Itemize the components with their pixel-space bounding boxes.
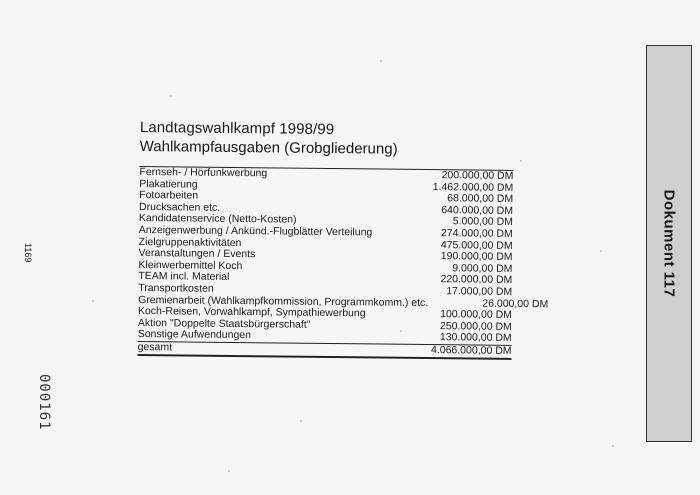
row-amount: 9.000,00 DM [452, 262, 513, 275]
row-label: Drucksachen etc. [139, 200, 221, 214]
row-amount: 26.000,00 DM [482, 297, 549, 310]
row-label: Fotoarbeiten [139, 189, 199, 202]
side-tab-label: Dokument 117 [660, 189, 678, 298]
row-amount: 1.462.000,00 DM [432, 180, 514, 194]
row-label: TEAM incl. Material [138, 270, 230, 284]
row-label: Aktion "Doppelte Staatsbürgerschaft" [137, 316, 311, 331]
scan-speck [300, 420, 302, 422]
row-amount: 640.000,00 DM [441, 203, 514, 217]
margin-page-number: 1169 [23, 243, 33, 263]
total-label: gesamt [137, 340, 173, 354]
row-label: Gremienarbeit (Wahlkampfkommission, Programmkomm.) etc. [138, 293, 429, 309]
row-amount: 68.000,00 DM [447, 192, 514, 206]
row-amount: 220.000,00 DM [440, 273, 513, 287]
row-label: Kandidatenservice (Netto-Kosten) [138, 212, 297, 227]
row-amount: 200.000,00 DM [441, 169, 514, 182]
scan-speck [92, 300, 94, 302]
row-label: Fernseh- / Hörfunkwerbung [139, 165, 268, 180]
row-amount: 130.000,00 DM [439, 331, 512, 345]
row-label: Koch-Reisen, Vorwahlkampf, Sympathiewerbung [137, 305, 366, 320]
row-label: Transportkosten [138, 281, 214, 295]
scan-speck [380, 60, 382, 62]
row-label: Kleinwerbemittel Koch [138, 258, 243, 272]
scan-speck [520, 160, 522, 162]
scan-speck [612, 445, 614, 447]
row-label: Plakatierung [139, 177, 198, 191]
row-label: Zielgruppenaktivitäten [138, 235, 242, 249]
row-label: Veranstaltungen / Events [138, 247, 256, 261]
document-subtitle: Wahlkampfausgaben (Grobgliederung) [139, 137, 398, 158]
row-amount: 190.000,00 DM [440, 250, 513, 264]
row-amount: 475.000,00 DM [440, 238, 513, 252]
row-amount: 17.000,00 DM [446, 285, 513, 298]
total-row [138, 341, 512, 360]
row-amount: 5.000,00 DM [452, 215, 513, 229]
row-amount: 250.000,00 DM [439, 319, 512, 333]
stamp-number: 000161 [36, 374, 52, 431]
scan-speck [170, 95, 172, 97]
row-label: Anzeigenwerbung / Ankünd.-Flugblätter Verteilung [138, 223, 373, 239]
scan-speck [600, 250, 602, 252]
document-title: Landtagswahlkampf 1998/99 [139, 118, 335, 139]
row-amount: 100.000,00 DM [440, 308, 513, 322]
row-amount: 274.000,00 DM [440, 227, 513, 240]
row-label: Sonstige Aufwendungen [137, 328, 252, 342]
document-side-tab [646, 45, 692, 442]
expense-table [137, 165, 549, 359]
expense-summary [137, 118, 549, 359]
total-amount: 4.066.000,00 DM [430, 343, 512, 357]
scan-speck [228, 470, 230, 472]
